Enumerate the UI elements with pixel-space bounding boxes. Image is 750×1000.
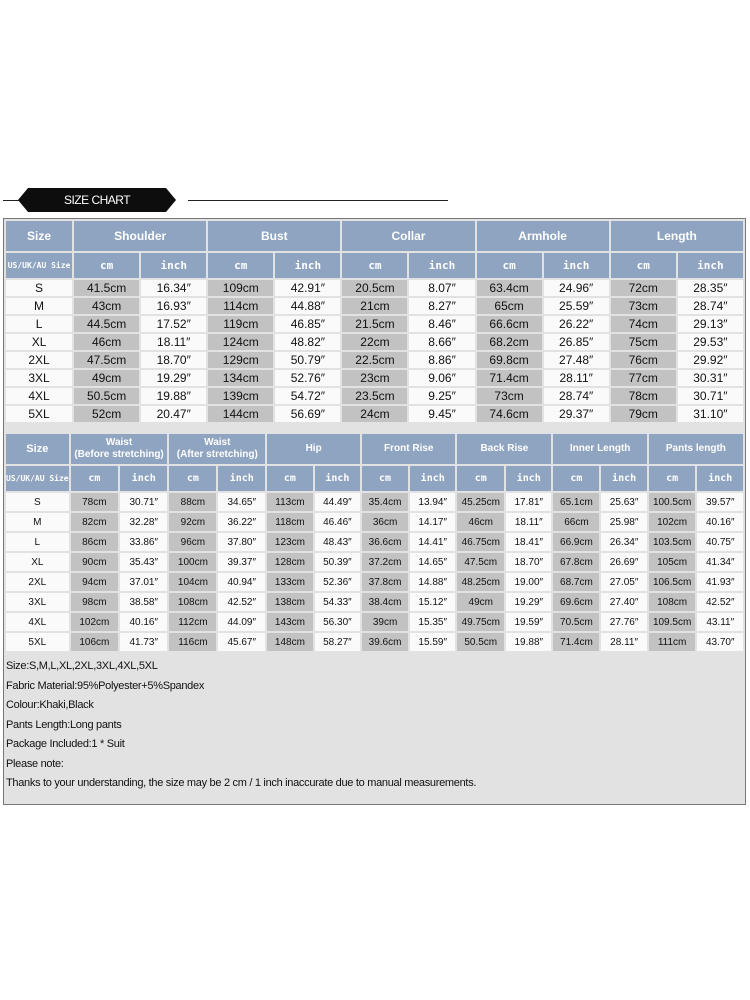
inch-value-cell: 54.33″ [315,593,360,611]
cm-value-cell: 66.6cm [477,316,542,332]
measure-header-line1: Hip [305,443,322,454]
cm-value-cell: 139cm [208,388,273,404]
cm-value-cell: 98cm [71,593,118,611]
cm-value-cell: 66cm [553,513,599,531]
cm-value-cell: 100.5cm [649,493,696,511]
inch-value-cell: 17.52″ [141,316,206,332]
size-cell: L [6,533,69,551]
bottom-size-table [4,432,745,653]
note-line: Thanks to your understanding, the size may be 2 cm / 1 inch inaccurate due to manual measurements. [6,777,477,789]
inch-value-cell: 18.70″ [506,553,551,571]
inch-value-cell: 38.58″ [120,593,167,611]
cm-value-cell: 76cm [611,352,676,368]
inch-value-cell: 18.11″ [141,334,206,350]
inch-value-cell: 27.40″ [601,593,646,611]
table-row [6,406,743,422]
inch-value-cell: 37.01″ [120,573,167,591]
size-cell: M [6,298,72,314]
unit-inch-header: inch [120,466,167,491]
inch-value-cell: 25.98″ [601,513,646,531]
size-chart [3,218,746,805]
size-column-header: Size [6,434,69,464]
size-region-header: US/UK/AU Size [6,253,72,278]
measure-header [169,434,265,464]
unit-inch-header: inch [141,253,206,278]
inch-value-cell: 8.27″ [409,298,474,314]
banner-notch-right [166,188,176,212]
cm-value-cell: 36cm [362,513,408,531]
measure-header-line1: Back Rise [480,443,529,454]
inch-value-cell: 29.13″ [678,316,743,332]
unit-inch-header: inch [601,466,646,491]
inch-value-cell: 39.37″ [218,553,265,571]
inch-value-cell: 27.48″ [544,352,609,368]
inch-value-cell: 45.67″ [218,633,265,651]
size-cell: S [6,280,72,296]
cm-value-cell: 21cm [342,298,407,314]
cm-value-cell: 39cm [362,613,408,631]
unit-inch-header: inch [678,253,743,278]
inch-value-cell: 37.80″ [218,533,265,551]
cm-value-cell: 123cm [267,533,313,551]
inch-value-cell: 40.16″ [120,613,167,631]
cm-value-cell: 71.4cm [477,370,542,386]
size-region-header: US/UK/AU Size [6,466,69,491]
inch-value-cell: 20.47″ [141,406,206,422]
inch-value-cell: 28.74″ [678,298,743,314]
cm-value-cell: 111cm [649,633,696,651]
cm-value-cell: 69.6cm [553,593,599,611]
size-cell: 2XL [6,573,69,591]
inch-value-cell: 42.91″ [275,280,340,296]
table-row [6,513,743,531]
unit-cm-header: cm [71,466,118,491]
inch-value-cell: 42.52″ [697,593,743,611]
cm-value-cell: 78cm [611,388,676,404]
inch-value-cell: 36.22″ [218,513,265,531]
cm-value-cell: 109.5cm [649,613,696,631]
cm-value-cell: 67.8cm [553,553,599,571]
cm-value-cell: 96cm [169,533,216,551]
cm-value-cell: 78cm [71,493,118,511]
inch-value-cell: 13.94″ [410,493,455,511]
inch-value-cell: 8.46″ [409,316,474,332]
cm-value-cell: 22.5cm [342,352,407,368]
size-cell: XL [6,553,69,571]
cm-value-cell: 119cm [208,316,273,332]
cm-value-cell: 77cm [611,370,676,386]
cm-value-cell: 47.5cm [457,553,504,571]
inch-value-cell: 14.17″ [410,513,455,531]
size-cell: S [6,493,69,511]
cm-value-cell: 103.5cm [649,533,696,551]
cm-value-cell: 73cm [477,388,542,404]
measure-header-line2: (After stretching) [176,449,258,460]
inch-value-cell: 28.11″ [544,370,609,386]
inch-value-cell: 50.39″ [315,553,360,571]
inch-value-cell: 35.43″ [120,553,167,571]
unit-inch-header: inch [315,466,360,491]
note-line: Package Included:1 * Suit [6,738,125,750]
inch-value-cell: 19.00″ [506,573,551,591]
cm-value-cell: 124cm [208,334,273,350]
unit-cm-header: cm [342,253,407,278]
cm-value-cell: 86cm [71,533,118,551]
unit-cm-header: cm [649,466,696,491]
inch-value-cell: 19.29″ [141,370,206,386]
inch-value-cell: 33.86″ [120,533,167,551]
cm-value-cell: 100cm [169,553,216,571]
note-line: Size:S,M,L,XL,2XL,3XL,4XL,5XL [6,660,158,672]
inch-value-cell: 44.49″ [315,493,360,511]
size-cell: 3XL [6,593,69,611]
inch-value-cell: 48.82″ [275,334,340,350]
inch-value-cell: 26.69″ [601,553,646,571]
table-row [6,633,743,651]
cm-value-cell: 39.6cm [362,633,408,651]
measure-header-line1: Waist [204,437,231,448]
inch-value-cell: 14.41″ [410,533,455,551]
inch-value-cell: 28.11″ [601,633,646,651]
inch-value-cell: 31.10″ [678,406,743,422]
inch-value-cell: 44.88″ [275,298,340,314]
unit-cm-header: cm [169,466,216,491]
cm-value-cell: 116cm [169,633,216,651]
shoulder-header: Shoulder [74,221,206,251]
table-row [6,493,743,511]
inch-value-cell: 19.88″ [506,633,551,651]
cm-value-cell: 68.2cm [477,334,542,350]
size-cell: 2XL [6,352,72,368]
inch-value-cell: 26.85″ [544,334,609,350]
cm-value-cell: 37.8cm [362,573,408,591]
inch-value-cell: 54.72″ [275,388,340,404]
size-cell: M [6,513,69,531]
size-cell: 4XL [6,613,69,631]
inch-value-cell: 25.63″ [601,493,646,511]
table-row [6,298,743,314]
size-column-header: Size [6,221,72,251]
inch-value-cell: 8.86″ [409,352,474,368]
unit-cm-header: cm [74,253,139,278]
cm-value-cell: 52cm [74,406,139,422]
inch-value-cell: 17.81″ [506,493,551,511]
unit-inch-header: inch [544,253,609,278]
inch-value-cell: 16.93″ [141,298,206,314]
cm-value-cell: 66.9cm [553,533,599,551]
collar-header: Collar [342,221,474,251]
cm-value-cell: 35.4cm [362,493,408,511]
cm-value-cell: 43cm [74,298,139,314]
note-line: Colour:Khaki,Black [6,699,94,711]
note-line: Please note: [6,757,64,770]
inch-value-cell: 29.92″ [678,352,743,368]
inch-value-cell: 15.12″ [410,593,455,611]
inch-value-cell: 40.94″ [218,573,265,591]
cm-value-cell: 74cm [611,316,676,332]
cm-value-cell: 73cm [611,298,676,314]
cm-value-cell: 48.25cm [457,573,504,591]
cm-value-cell: 63.4cm [477,280,542,296]
size-chart-banner [0,188,750,214]
cm-value-cell: 118cm [267,513,313,531]
inch-value-cell: 18.70″ [141,352,206,368]
inch-value-cell: 46.85″ [275,316,340,332]
inch-value-cell: 28.35″ [678,280,743,296]
unit-cm-header: cm [362,466,408,491]
table-row [6,334,743,350]
inch-value-cell: 27.76″ [601,613,646,631]
bust-header: Bust [208,221,340,251]
cm-value-cell: 37.2cm [362,553,408,571]
inch-value-cell: 40.16″ [697,513,743,531]
inch-value-cell: 29.37″ [544,406,609,422]
cm-value-cell: 45.25cm [457,493,504,511]
banner-divider-right [188,200,448,201]
measure-header-line1: Waist [105,437,133,448]
unit-inch-header: inch [275,253,340,278]
unit-cm-header: cm [477,253,542,278]
inch-value-cell: 9.06″ [409,370,474,386]
inch-value-cell: 56.69″ [275,406,340,422]
inch-value-cell: 24.96″ [544,280,609,296]
measure-header [71,434,168,464]
cm-value-cell: 108cm [649,593,696,611]
inch-value-cell: 30.71″ [678,388,743,404]
cm-value-cell: 106cm [71,633,118,651]
cm-value-cell: 109cm [208,280,273,296]
cm-value-cell: 106.5cm [649,573,696,591]
table-row [6,316,743,332]
cm-value-cell: 65cm [477,298,542,314]
inch-value-cell: 39.57″ [697,493,743,511]
cm-value-cell: 104cm [169,573,216,591]
size-cell: 4XL [6,388,72,404]
cm-value-cell: 144cm [208,406,273,422]
inch-value-cell: 18.41″ [506,533,551,551]
inch-value-cell: 58.27″ [315,633,360,651]
size-cell: 5XL [6,633,69,651]
measure-header-line2: (Before stretching) [74,449,164,460]
cm-value-cell: 22cm [342,334,407,350]
cm-value-cell: 23.5cm [342,388,407,404]
inch-value-cell: 32.28″ [120,513,167,531]
inch-value-cell: 19.29″ [506,593,551,611]
cm-value-cell: 46cm [457,513,504,531]
inch-value-cell: 18.11″ [506,513,551,531]
inch-value-cell: 30.31″ [678,370,743,386]
cm-value-cell: 68.7cm [553,573,599,591]
cm-value-cell: 148cm [267,633,313,651]
inch-value-cell: 28.74″ [544,388,609,404]
inch-value-cell: 25.59″ [544,298,609,314]
cm-value-cell: 102cm [71,613,118,631]
top-size-table [4,219,745,424]
size-chart-title: SIZE CHART [28,188,166,212]
cm-value-cell: 49.75cm [457,613,504,631]
inch-value-cell: 46.46″ [315,513,360,531]
size-cell: 5XL [6,406,72,422]
armhole-header: Armhole [477,221,609,251]
cm-value-cell: 113cm [267,493,313,511]
cm-value-cell: 82cm [71,513,118,531]
table-row [6,352,743,368]
cm-value-cell: 128cm [267,553,313,571]
note-line: Pants Length:Long pants [6,718,122,731]
inch-value-cell: 56.30″ [315,613,360,631]
cm-value-cell: 114cm [208,298,273,314]
inch-value-cell: 26.22″ [544,316,609,332]
inch-value-cell: 41.93″ [697,573,743,591]
cm-value-cell: 46.75cm [457,533,504,551]
cm-value-cell: 21.5cm [342,316,407,332]
inch-value-cell: 19.59″ [506,613,551,631]
table-row [6,573,743,591]
unit-inch-header: inch [506,466,551,491]
measure-header [553,434,646,464]
banner-notch-left [18,188,28,212]
measure-header [649,434,743,464]
inch-value-cell: 50.79″ [275,352,340,368]
cm-value-cell: 49cm [457,593,504,611]
size-cell: 3XL [6,370,72,386]
inch-value-cell: 15.59″ [410,633,455,651]
cm-value-cell: 49cm [74,370,139,386]
cm-value-cell: 79cm [611,406,676,422]
cm-value-cell: 92cm [169,513,216,531]
inch-value-cell: 9.45″ [409,406,474,422]
cm-value-cell: 143cm [267,613,313,631]
unit-inch-header: inch [409,253,474,278]
table-row [6,370,743,386]
unit-cm-header: cm [457,466,504,491]
table-row [6,388,743,404]
cm-value-cell: 138cm [267,593,313,611]
inch-value-cell: 19.88″ [141,388,206,404]
inch-value-cell: 9.25″ [409,388,474,404]
cm-value-cell: 70.5cm [553,613,599,631]
cm-value-cell: 65.1cm [553,493,599,511]
inch-value-cell: 15.35″ [410,613,455,631]
cm-value-cell: 108cm [169,593,216,611]
inch-value-cell: 42.52″ [218,593,265,611]
cm-value-cell: 38.4cm [362,593,408,611]
cm-value-cell: 74.6cm [477,406,542,422]
inch-value-cell: 26.34″ [601,533,646,551]
inch-value-cell: 30.71″ [120,493,167,511]
cm-value-cell: 41.5cm [74,280,139,296]
measure-header [267,434,360,464]
measure-header-line1: Front Rise [384,443,434,454]
unit-inch-header: inch [410,466,455,491]
measure-header [362,434,455,464]
cm-value-cell: 47.5cm [74,352,139,368]
cm-value-cell: 23cm [342,370,407,386]
size-cell: XL [6,334,72,350]
length-header: Length [611,221,743,251]
measure-header [457,434,551,464]
unit-inch-header: inch [218,466,265,491]
product-notes [6,655,743,801]
cm-value-cell: 129cm [208,352,273,368]
cm-value-cell: 133cm [267,573,313,591]
inch-value-cell: 52.76″ [275,370,340,386]
unit-cm-header: cm [208,253,273,278]
cm-value-cell: 112cm [169,613,216,631]
inch-value-cell: 44.09″ [218,613,265,631]
cm-value-cell: 50.5cm [74,388,139,404]
cm-value-cell: 24cm [342,406,407,422]
cm-value-cell: 75cm [611,334,676,350]
cm-value-cell: 94cm [71,573,118,591]
unit-inch-header: inch [697,466,743,491]
cm-value-cell: 105cm [649,553,696,571]
inch-value-cell: 34.65″ [218,493,265,511]
cm-value-cell: 69.8cm [477,352,542,368]
note-line: Fabric Material:95%Polyester+5%Spandex [6,679,205,692]
cm-value-cell: 46cm [74,334,139,350]
unit-cm-header: cm [267,466,313,491]
cm-value-cell: 102cm [649,513,696,531]
inch-value-cell: 8.66″ [409,334,474,350]
size-cell: L [6,316,72,332]
table-row [6,593,743,611]
cm-value-cell: 88cm [169,493,216,511]
inch-value-cell: 43.11″ [697,613,743,631]
table-row [6,613,743,631]
cm-value-cell: 71.4cm [553,633,599,651]
inch-value-cell: 41.73″ [120,633,167,651]
cm-value-cell: 36.6cm [362,533,408,551]
table-row [6,280,743,296]
cm-value-cell: 44.5cm [74,316,139,332]
measure-header-line1: Inner Length [569,443,631,454]
unit-cm-header: cm [611,253,676,278]
cm-value-cell: 72cm [611,280,676,296]
unit-cm-header: cm [553,466,599,491]
inch-value-cell: 16.34″ [141,280,206,296]
inch-value-cell: 41.34″ [697,553,743,571]
cm-value-cell: 134cm [208,370,273,386]
inch-value-cell: 48.43″ [315,533,360,551]
measure-header-line1: Pants length [665,443,726,454]
inch-value-cell: 14.88″ [410,573,455,591]
inch-value-cell: 52.36″ [315,573,360,591]
inch-value-cell: 43.70″ [697,633,743,651]
inch-value-cell: 27.05″ [601,573,646,591]
table-row [6,533,743,551]
inch-value-cell: 14.65″ [410,553,455,571]
table-row [6,553,743,571]
cm-value-cell: 90cm [71,553,118,571]
inch-value-cell: 29.53″ [678,334,743,350]
inch-value-cell: 40.75″ [697,533,743,551]
cm-value-cell: 20.5cm [342,280,407,296]
cm-value-cell: 50.5cm [457,633,504,651]
inch-value-cell: 8.07″ [409,280,474,296]
